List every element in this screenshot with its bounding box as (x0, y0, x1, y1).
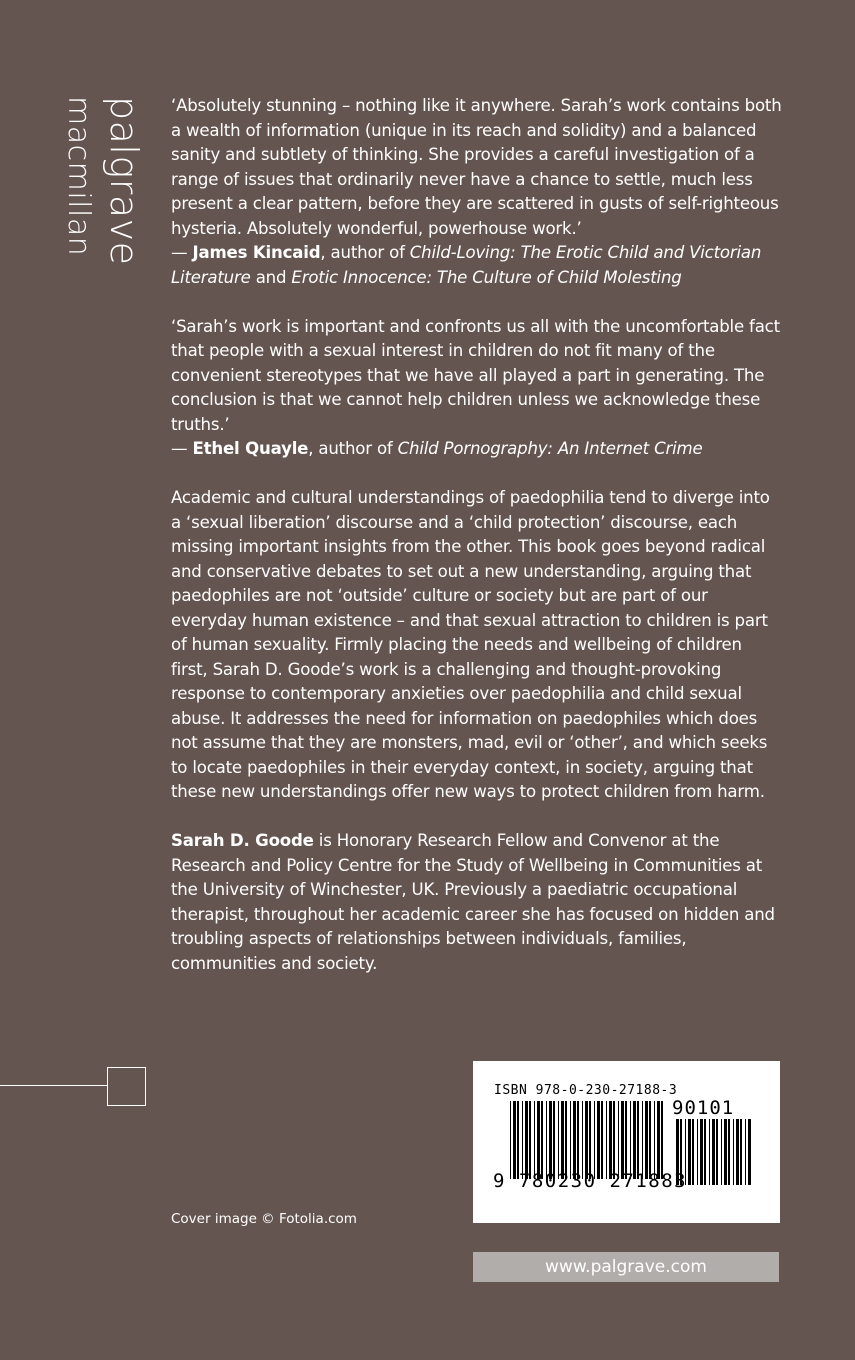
barcode-bar (721, 1119, 722, 1185)
barcode-bar (724, 1119, 727, 1185)
barcode-bar (606, 1101, 607, 1179)
barcode-bar (577, 1101, 579, 1179)
barcode-bar (561, 1101, 564, 1179)
barcode-bar (510, 1101, 511, 1179)
barcode-bar (589, 1101, 591, 1179)
barcode-bar (712, 1119, 715, 1185)
author-name: Sarah D. Goode (171, 831, 314, 850)
barcode-bar (697, 1119, 698, 1185)
barcode-bar (529, 1101, 531, 1179)
barcode-bar (625, 1101, 627, 1179)
cover-text (171, 94, 783, 1001)
barcode-bar (618, 1101, 619, 1179)
price-supplement: 90101 (672, 1097, 735, 1119)
barcode-bar (570, 1101, 571, 1179)
logo-macmillan: macmillan (61, 96, 96, 257)
review-attribution: — James Kincaid, author of Child-Loving: The Erotic Child and Victorian Literature and Erotic Innocence: The Culture of Child Molesting (171, 243, 762, 287)
reviewer-name: James Kincaid (192, 243, 321, 262)
barcode-bar (517, 1101, 519, 1179)
author-biography: Sarah D. Goode is Honorary Research Fellow and Convenor at the Research and Policy Centre for the Study of Wellbeing in Communities at the University of Winchester, UK. Previously a paediatric occupational therapist, throughout her academic career she has focused on hidden and troubling aspects of relationships between individuals, families, communities and society. (171, 831, 775, 973)
barcode-bar (633, 1101, 636, 1179)
review-quote: ‘Sarah’s work is important and confronts us all with the uncomfortable fact that people with a sexual interest in children do not fit many of the convenient stereotypes that we have all played a part in generating. The conclusion is that we cannot help children unless we acknowledge these truths.’ (171, 316, 780, 434)
barcode-bar (534, 1101, 535, 1179)
barcode-bar (597, 1101, 600, 1179)
barcode-bar (594, 1101, 595, 1179)
barcode-bar (553, 1101, 555, 1179)
barcode-bar (558, 1101, 559, 1179)
publisher-url[interactable]: www.palgrave.com (473, 1252, 779, 1282)
barcode-bar (609, 1101, 612, 1179)
reviewer-book: Child-Loving: The Erotic Child and Victorian Literature (171, 243, 762, 287)
barcode-bar (649, 1101, 651, 1179)
reviewer-book: Child Pornography: An Internet Crime (397, 439, 703, 458)
barcode-bar (522, 1101, 523, 1179)
book-description: Academic and cultural understandings of paedophilia tend to diverge into a ‘sexual liberation’ discourse and a ‘child protection’ discourse, each missing important insights from the other. This book goes beyond radical and conservative debates to set out a new understanding, arguing that paedophiles are not ‘outside’ culture or society but are part of our everyday human existence – and that sexual attraction to children is part of human sexuality. Firmly placing the needs and wellbeing of children first, Sarah D. Goode’s work is a challenging and thought-provoking response to contemporary anxieties over paedophilia and child sexual abuse. It addresses the need for information on paedophiles which does not assume that they are monsters, mad, evil or ‘other’, and which seeks to locate paedophiles in their everyday context, in society, arguing that these new understandings offer new ways to protect children from harm. (171, 488, 770, 801)
barcode-bar (654, 1101, 655, 1179)
barcode-bar (657, 1101, 660, 1179)
review-kincaid (171, 94, 783, 290)
barcode-bar (537, 1101, 540, 1179)
review-attribution: — Ethel Quayle, author of Child Pornography: An Internet Crime (171, 439, 703, 458)
barcode-bar (582, 1101, 583, 1179)
barcode-bar (621, 1101, 624, 1179)
barcode-bar (637, 1101, 639, 1179)
decorative-square (107, 1067, 146, 1106)
isbn-barcode (473, 1061, 780, 1223)
barcode-bar (704, 1119, 706, 1185)
barcode-bar (728, 1119, 730, 1185)
barcode-bar (601, 1101, 603, 1179)
barcode-bar (688, 1119, 691, 1185)
cover-image-credit: Cover image © Fotolia.com (171, 1211, 357, 1227)
barcode-bar (745, 1119, 746, 1185)
barcode-bar (585, 1101, 588, 1179)
isbn-label: ISBN 978-0-230-27188-3 (494, 1083, 678, 1098)
barcode-bar (642, 1101, 643, 1179)
barcode-bar (613, 1101, 615, 1179)
barcode-bar (700, 1119, 703, 1185)
barcode-bar (740, 1119, 742, 1185)
barcode-bar (549, 1101, 552, 1179)
barcode-bar (661, 1101, 663, 1179)
barcode-bar (630, 1101, 631, 1179)
reviewer-name: Ethel Quayle (192, 439, 309, 458)
publisher-logo (60, 96, 150, 276)
barcode-bar (709, 1119, 710, 1185)
barcode-bar (736, 1119, 739, 1185)
barcode-bar (513, 1101, 516, 1179)
barcode-bar (692, 1119, 694, 1185)
barcode-bar (748, 1119, 751, 1185)
barcode-bar (573, 1101, 576, 1179)
review-quayle (171, 315, 783, 462)
logo-palgrave: palgrave (102, 96, 146, 266)
barcode-bar (645, 1101, 648, 1179)
barcode-bar (546, 1101, 547, 1179)
reviewer-book: Erotic Innocence: The Culture of Child Molesting (291, 267, 682, 287)
barcode-bar (525, 1101, 528, 1179)
decorative-rule (0, 1085, 108, 1086)
barcode-bar (733, 1119, 734, 1185)
barcode-bar (716, 1119, 718, 1185)
barcode-bar (541, 1101, 543, 1179)
barcode-bar (565, 1101, 567, 1179)
barcode-number: 9 780230 271883 (493, 1170, 688, 1192)
review-quote: ‘Absolutely stunning – nothing like it anywhere. Sarah’s work contains both a wealth of information (unique in its reach and solidity) and a balanced sanity and subtlety of thinking. She provides a careful investigation of a range of issues that ordinarily never have a chance to settle, much less present a clear pattern, before they are scattered in gusts of self-righteous hysteria. Absolutely wonderful, powerhouse work.’ (171, 96, 782, 238)
